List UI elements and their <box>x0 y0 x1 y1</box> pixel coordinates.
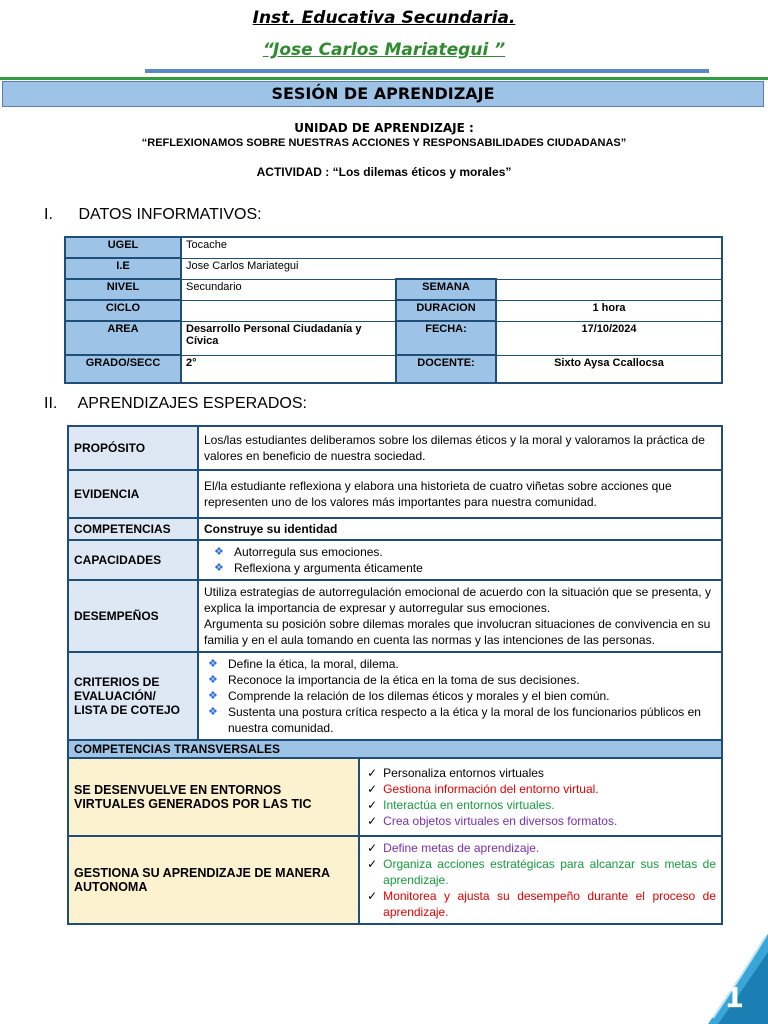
checkmark-icon: ✓ <box>367 857 378 871</box>
criterio-text: Sustenta una postura crítica respecto a la ética y la moral de los funcionarios públicos en nuestra comunidad. <box>228 705 701 735</box>
criterios-label-line: CRITERIOS DE <box>74 675 160 689</box>
tic-item-text: Personaliza entornos virtuales <box>383 766 544 780</box>
list-item <box>365 888 716 920</box>
school-name: “Jose Carlos Mariategui ” <box>262 40 506 60</box>
nivel-value: Secundario <box>181 279 396 300</box>
list-item <box>206 688 716 704</box>
tic-item-text: Interactúa en entornos virtuales. <box>383 798 555 812</box>
diamond-bullet-icon: ❖ <box>214 562 224 574</box>
docente-label: DOCENTE: <box>396 355 496 383</box>
autonoma-item-text: Define metas de aprendizaje. <box>383 841 540 855</box>
tic-list <box>365 765 716 829</box>
green-divider <box>0 77 768 80</box>
criterios-label-line: EVALUACIÓN/ <box>74 689 156 703</box>
datos-informativos-table <box>64 236 723 384</box>
institution-title: Inst. Educativa Secundaria. <box>252 8 516 28</box>
checkmark-icon: ✓ <box>367 798 378 812</box>
diamond-bullet-icon: ❖ <box>208 674 218 686</box>
actividad: ACTIVIDAD : “Los dilemas éticos y morales” <box>256 165 512 179</box>
capacidades-list <box>204 544 716 576</box>
ie-label: I.E <box>65 258 181 279</box>
section-title: APRENDIZAJES ESPERADOS: <box>77 395 307 412</box>
semana-label: SEMANA <box>396 279 496 300</box>
diamond-bullet-icon: ❖ <box>208 706 218 718</box>
fecha-label: FECHA: <box>396 321 496 355</box>
autonoma-item-text: Monitorea y ajusta su desempeño durante el proceso de aprendizaje. <box>383 889 716 919</box>
evidencia-text: El/la estudiante reflexiona y elabora una historieta de cuatro viñetas sobre acciones que representen uno de los valores más importantes para nuestra comunidad. <box>198 470 722 518</box>
list-item <box>365 765 716 781</box>
ie-value: Jose Carlos Mariategui <box>181 258 722 279</box>
nivel-label: NIVEL <box>65 279 181 300</box>
criterio-text: Comprende la relación de los dilemas éticos y morales y el bien común. <box>228 689 610 703</box>
grado-value: 2° <box>181 355 396 383</box>
aprendizajes-table <box>67 425 723 925</box>
autonoma-label: GESTIONA SU APRENDIZAJE DE MANERA AUTONOMA <box>68 836 359 924</box>
desempenos-cell <box>198 580 722 652</box>
competencias-label: COMPETENCIAS <box>68 518 198 540</box>
desempeno-text: Argumenta su posición sobre dilemas morales que involucran situaciones de convivencia en su familia y en el aula tomando en cuenta las normas y las intenciones de las personas. <box>204 617 711 647</box>
area-label: AREA <box>65 321 181 355</box>
ugel-value: Tocache <box>181 237 722 258</box>
section-heading-aprendizajes <box>44 395 307 413</box>
section-number: II. <box>44 395 58 412</box>
semana-value <box>496 279 722 300</box>
page-number: 1 <box>724 981 744 1014</box>
criterio-text: Reconoce la importancia de la ética en la toma de sus decisiones. <box>228 673 580 687</box>
checkmark-icon: ✓ <box>367 814 378 828</box>
list-item <box>206 704 716 736</box>
diamond-bullet-icon: ❖ <box>208 658 218 670</box>
transversales-header: COMPETENCIAS TRANSVERSALES <box>68 740 722 758</box>
tic-label: SE DESENVUELVE EN ENTORNOS VIRTUALES GENERADOS POR LAS TIC <box>68 758 359 836</box>
list-item <box>206 656 716 672</box>
duracion-value: 1 hora <box>496 300 722 321</box>
diamond-bullet-icon: ❖ <box>214 546 224 558</box>
section-heading-datos <box>44 206 262 224</box>
list-item <box>365 813 716 829</box>
list-item <box>365 856 716 888</box>
autonoma-cell <box>359 836 722 924</box>
section-number: I. <box>44 206 53 223</box>
ciclo-value <box>181 300 396 321</box>
tic-cell <box>359 758 722 836</box>
unidad-title: “REFLEXIONAMOS SOBRE NUESTRAS ACCIONES Y RESPONSABILIDADES CIUDADANAS” <box>141 137 627 149</box>
unidad-label: UNIDAD DE APRENDIZAJE : <box>294 121 474 135</box>
evidencia-label: EVIDENCIA <box>68 470 198 518</box>
duracion-label: DURACION <box>396 300 496 321</box>
proposito-text: Los/las estudiantes deliberamos sobre los dilemas éticos y la moral y valoramos la práctica de valores en beneficio de nuestra sociedad. <box>198 426 722 470</box>
criterio-text: Define la ética, la moral, dilema. <box>228 657 399 671</box>
list-item <box>365 840 716 856</box>
tic-item-text: Crea objetos virtuales en diversos formatos. <box>383 814 618 828</box>
checkmark-icon: ✓ <box>367 766 378 780</box>
tic-item-text: Gestiona información del entorno virtual. <box>383 782 599 796</box>
capacidades-cell <box>198 540 722 580</box>
capacidad-text: Autorregula sus emociones. <box>234 545 383 559</box>
list-item <box>365 797 716 813</box>
docente-value: Sixto Aysa Ccallocsa <box>496 355 722 383</box>
desempenos-label: DESEMPEÑOS <box>68 580 198 652</box>
capacidades-label: CAPACIDADES <box>68 540 198 580</box>
criterios-list <box>204 656 716 736</box>
header-rule <box>145 69 709 73</box>
diamond-bullet-icon: ❖ <box>208 690 218 702</box>
ugel-label: UGEL <box>65 237 181 258</box>
checkmark-icon: ✓ <box>367 841 378 855</box>
checkmark-icon: ✓ <box>367 782 378 796</box>
criterios-label <box>68 652 198 740</box>
area-value: Desarrollo Personal Ciudadanía y Cívica <box>181 321 396 355</box>
autonoma-list <box>365 840 716 920</box>
proposito-label: PROPÓSITO <box>68 426 198 470</box>
session-banner: SESIÓN DE APRENDIZAJE <box>2 81 764 107</box>
list-item <box>206 672 716 688</box>
criterios-cell <box>198 652 722 740</box>
criterios-label-line: LISTA DE COTEJO <box>74 703 181 717</box>
fecha-value: 17/10/2024 <box>496 321 722 355</box>
desempeno-text: Utiliza estrategias de autorregulación emocional de acuerdo con la situación que se presenta, y explica la importancia de expresar y autorregular sus emociones. <box>204 585 711 615</box>
list-item <box>365 781 716 797</box>
autonoma-item-text: Organiza acciones estratégicas para alcanzar sus metas de aprendizaje. <box>383 857 716 887</box>
competencias-text: Construye su identidad <box>198 518 722 540</box>
checkmark-icon: ✓ <box>367 889 378 903</box>
section-title: DATOS INFORMATIVOS: <box>78 206 262 223</box>
list-item <box>212 544 716 560</box>
capacidad-text: Reflexiona y argumenta éticamente <box>234 561 423 575</box>
grado-label: GRADO/SECC <box>65 355 181 383</box>
list-item <box>212 560 716 576</box>
ciclo-label: CICLO <box>65 300 181 321</box>
